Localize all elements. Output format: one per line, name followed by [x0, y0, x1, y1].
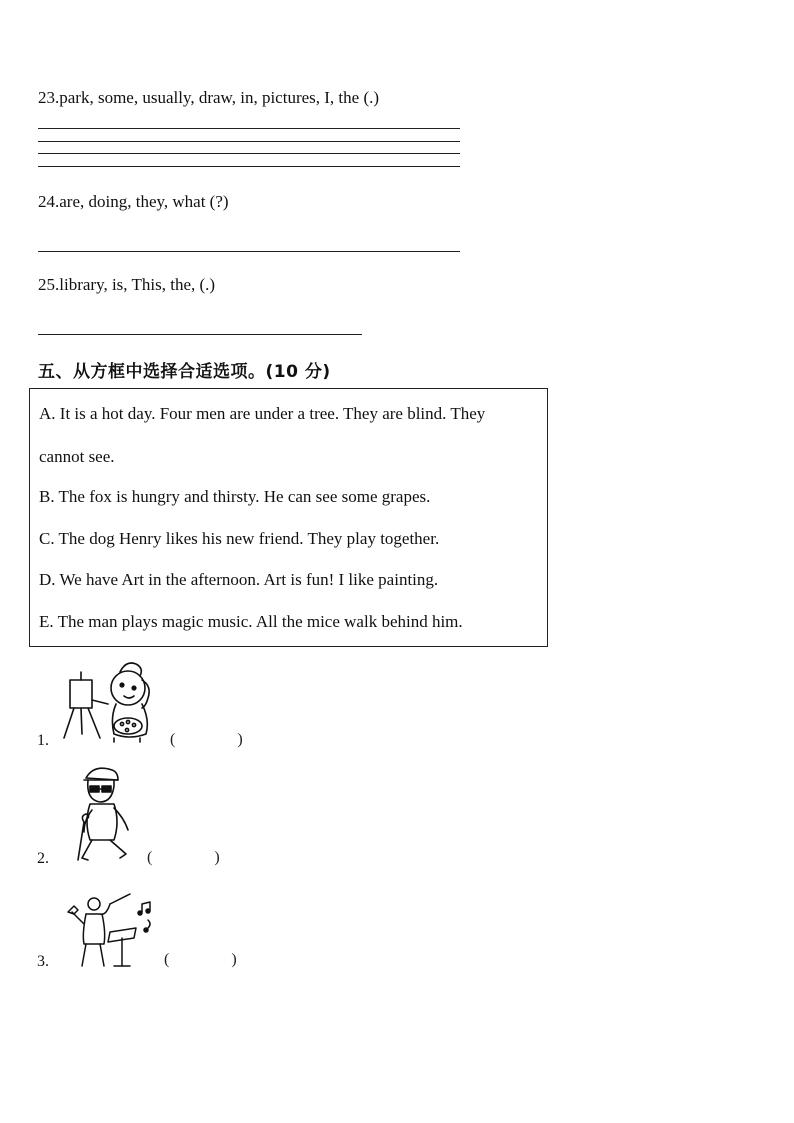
paren-open: (: [170, 731, 176, 748]
blind-man-cane-icon: [72, 764, 138, 864]
question-number: 23.: [38, 88, 60, 107]
section-title: 五、从方框中选择合适选项。(10 分): [38, 362, 331, 382]
option-e: E. The man plays magic music. All the mice walk behind him.: [39, 612, 463, 631]
answer-bracket-2[interactable]: [147, 849, 220, 867]
paren-close: ): [214, 849, 220, 866]
option-a-line1: A. It is a hot day. Four men are under a tree. They are blind. They: [39, 404, 486, 423]
question-number: 24.: [38, 192, 60, 211]
answer-bracket-1[interactable]: [170, 731, 243, 749]
picture-label-1: 1.: [37, 732, 49, 749]
answer-line[interactable]: [38, 153, 460, 154]
question-words: library, is, This, the, (.): [59, 275, 216, 294]
question-number: 25.: [38, 275, 60, 294]
answer-bracket-3[interactable]: [164, 951, 237, 969]
option-c: C. The dog Henry likes his new friend. They play together.: [39, 529, 440, 548]
question-23: [38, 88, 379, 108]
question-24: [38, 192, 229, 212]
answer-line[interactable]: [38, 251, 460, 252]
question-words: park, some, usually, draw, in, pictures, I, the (.): [59, 88, 380, 107]
question-words: are, doing, they, what (?): [59, 192, 229, 211]
answer-line[interactable]: [38, 141, 460, 142]
option-a-line2: cannot see.: [39, 447, 115, 466]
question-25: [38, 275, 215, 295]
girl-painting-easel-icon: [58, 658, 168, 742]
option-b: B. The fox is hungry and thirsty. He can see some grapes.: [39, 487, 431, 506]
option-d: D. We have Art in the afternoon. Art is fun! I like painting.: [39, 570, 439, 589]
answer-line[interactable]: [38, 128, 460, 129]
paren-close: ): [231, 951, 237, 968]
options-box: [29, 388, 548, 647]
paren-open: (: [164, 951, 170, 968]
paren-close: ): [237, 731, 243, 748]
answer-line[interactable]: [38, 334, 362, 335]
paren-open: (: [147, 849, 153, 866]
picture-label-3: 3.: [37, 953, 49, 970]
picture-label-2: 2.: [37, 850, 49, 867]
conductor-music-icon: [64, 890, 156, 968]
answer-line[interactable]: [38, 166, 460, 167]
